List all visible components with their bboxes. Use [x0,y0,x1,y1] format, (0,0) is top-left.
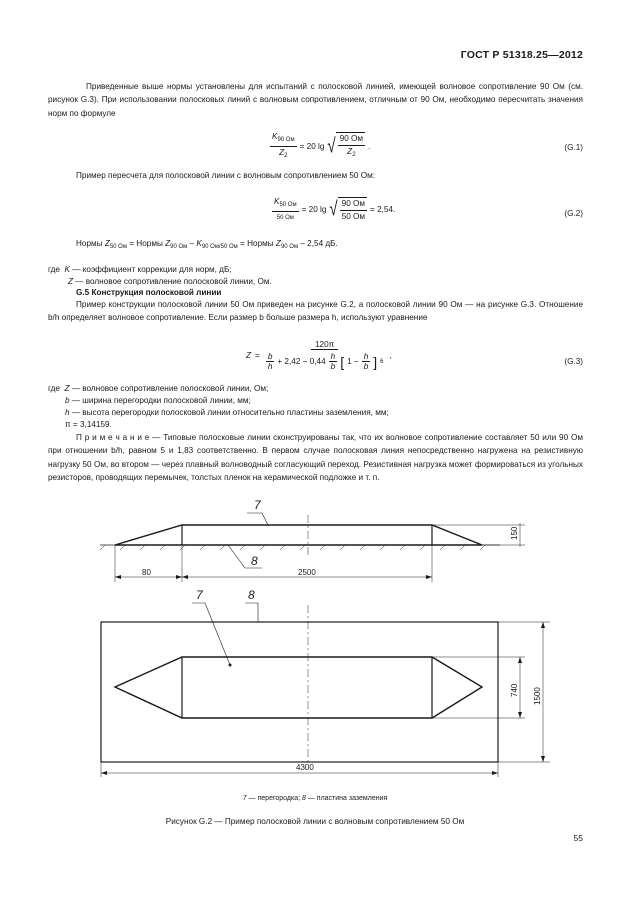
where2-pi: π = 3,14159. [65,420,112,429]
ground-plate-plan [101,622,498,762]
page-number: 55 [573,833,583,843]
norms-line: Нормы $Z_{50 Ом}$ = Нормы $Z_{90 Ом} - K_{90 Ом/50 Ом}$ = Нормы $Z_{90 Ом} - 2,54$ дБ. [76,239,338,250]
plan-dim-740: 740 [510,683,519,697]
equation-g2: $\frac{K_{50 Ом}}{50 Ом}$ = 20 lg √ $\frac{90 Ом}{50 Ом}$ = 2,54. [272,196,395,224]
note-label: П р и м е ч а н и е [76,433,150,442]
section-title: G.5 Конструкция полосковой линии [76,288,222,297]
figure-caption: Рисунок G.2 — Пример полосковой линии с волновым сопротивлением 50 Ом [165,817,465,826]
where2-z: где Z — волновое сопротивление полосковой линии, Ом; [48,384,269,393]
equation-number-g2: (G.2) [564,209,583,218]
side-dim-150: 150 [510,526,519,540]
equation-number-g1: (G.1) [564,143,583,152]
side-label-7: 7 [254,498,261,512]
where-z: Z — волновое сопротивление полосковой линии, Ом. [68,277,272,286]
eq2-result: = 2,54. [370,205,396,214]
side-dim-2500: 2500 [298,568,316,577]
eq1-sqrt: √ $\frac{90 Ом}{Z_2}$ [327,132,365,161]
equation-number-g3: (G.3) [564,357,583,366]
construction-paragraph: Пример конструкции полосковой линии 50 Ом приведен на рисунке G.2, а полосковой линии 90 Ом — на рисунке G.3. Отношение b/h определяет волновое сопротивление. Если размер b больше размера h, используют уравнение [48,300,583,323]
septum-plan [115,657,482,718]
equation-g1: $\frac{K_{90 Ом}}{Z_2}$ = 20 lg √ $\frac{90 Ом}{Z_2}$ . [270,131,370,162]
eq1-equals: = 20 lg [299,141,325,151]
document-header: ГОСТ Р 51318.25—2012 [460,49,583,61]
where2-h: h — высота перегородки полосковой линии относительно пластины заземления, мм; [65,408,389,417]
eq2-sqrt: √ $\frac{90 Ом}{50 Ом}$ [329,197,366,221]
plan-label-7: 7 [196,588,203,602]
eq2-left-fraction: $\frac{K_{50 Ом}}{50 Ом}$ [274,197,297,221]
plan-view [101,603,550,777]
eq1-left-fraction: $\frac{K_{90 Ом}}{Z_2}$ [272,132,295,159]
example-intro: Пример пересчета для полосковой линии с волновым сопротивлением 50 Ом: [76,171,376,180]
septum-side [115,525,482,545]
plan-dim-1500: 1500 [533,687,542,705]
ground-hatch [100,545,485,550]
side-label-8: 8 [251,554,258,568]
intro-paragraph: Приведенные выше нормы установлены для испытаний с полосковой линией, имеющей волновое сопротивление 90 Ом (см. рисунок G.3). При использовании полосковых линий с волновым сопротивлением, отличным от 90 Ом, необходимо пересчитать значения норм по формуле [48,82,583,118]
side-dim-80: 80 [142,568,151,577]
plan-dim-4300: 4300 [296,763,314,772]
where2-b: b — ширина перегородки полосковой линии, мм; [65,396,251,405]
figure-legend: 7 — перегородка; 8 — пластина заземления [242,795,388,802]
plan-label-8: 8 [248,588,255,602]
figure-stripline-drawing [0,495,630,795]
equation-g3: Z = 120π $\frac{b}{h}$ + 2,42 − 0,44 $\frac{h}{b}$ [ 1 − $\frac{h}{b}$ ] 6 , [246,340,392,371]
note-paragraph: П р и м е ч а н и е — Типовые полосковые линии сконструированы так, что их волновое сопротивление составляет 50 или 90 Ом при отношении b/h, равном 5 и 1,83 соответственно. В первом случае полосковая линия непосредственно нагружена на резистивную нагрузку 50 Ом, во втором — через плавный волноводный согласующий переход. Резистивная нагрузка может формироваться из угольных резисторов, проводящих перемычек, толстых пленок на керамической подложке и т. п. [48,433,583,482]
where-k: где K — коэффициент коррекции для норм, дБ; [48,265,232,274]
